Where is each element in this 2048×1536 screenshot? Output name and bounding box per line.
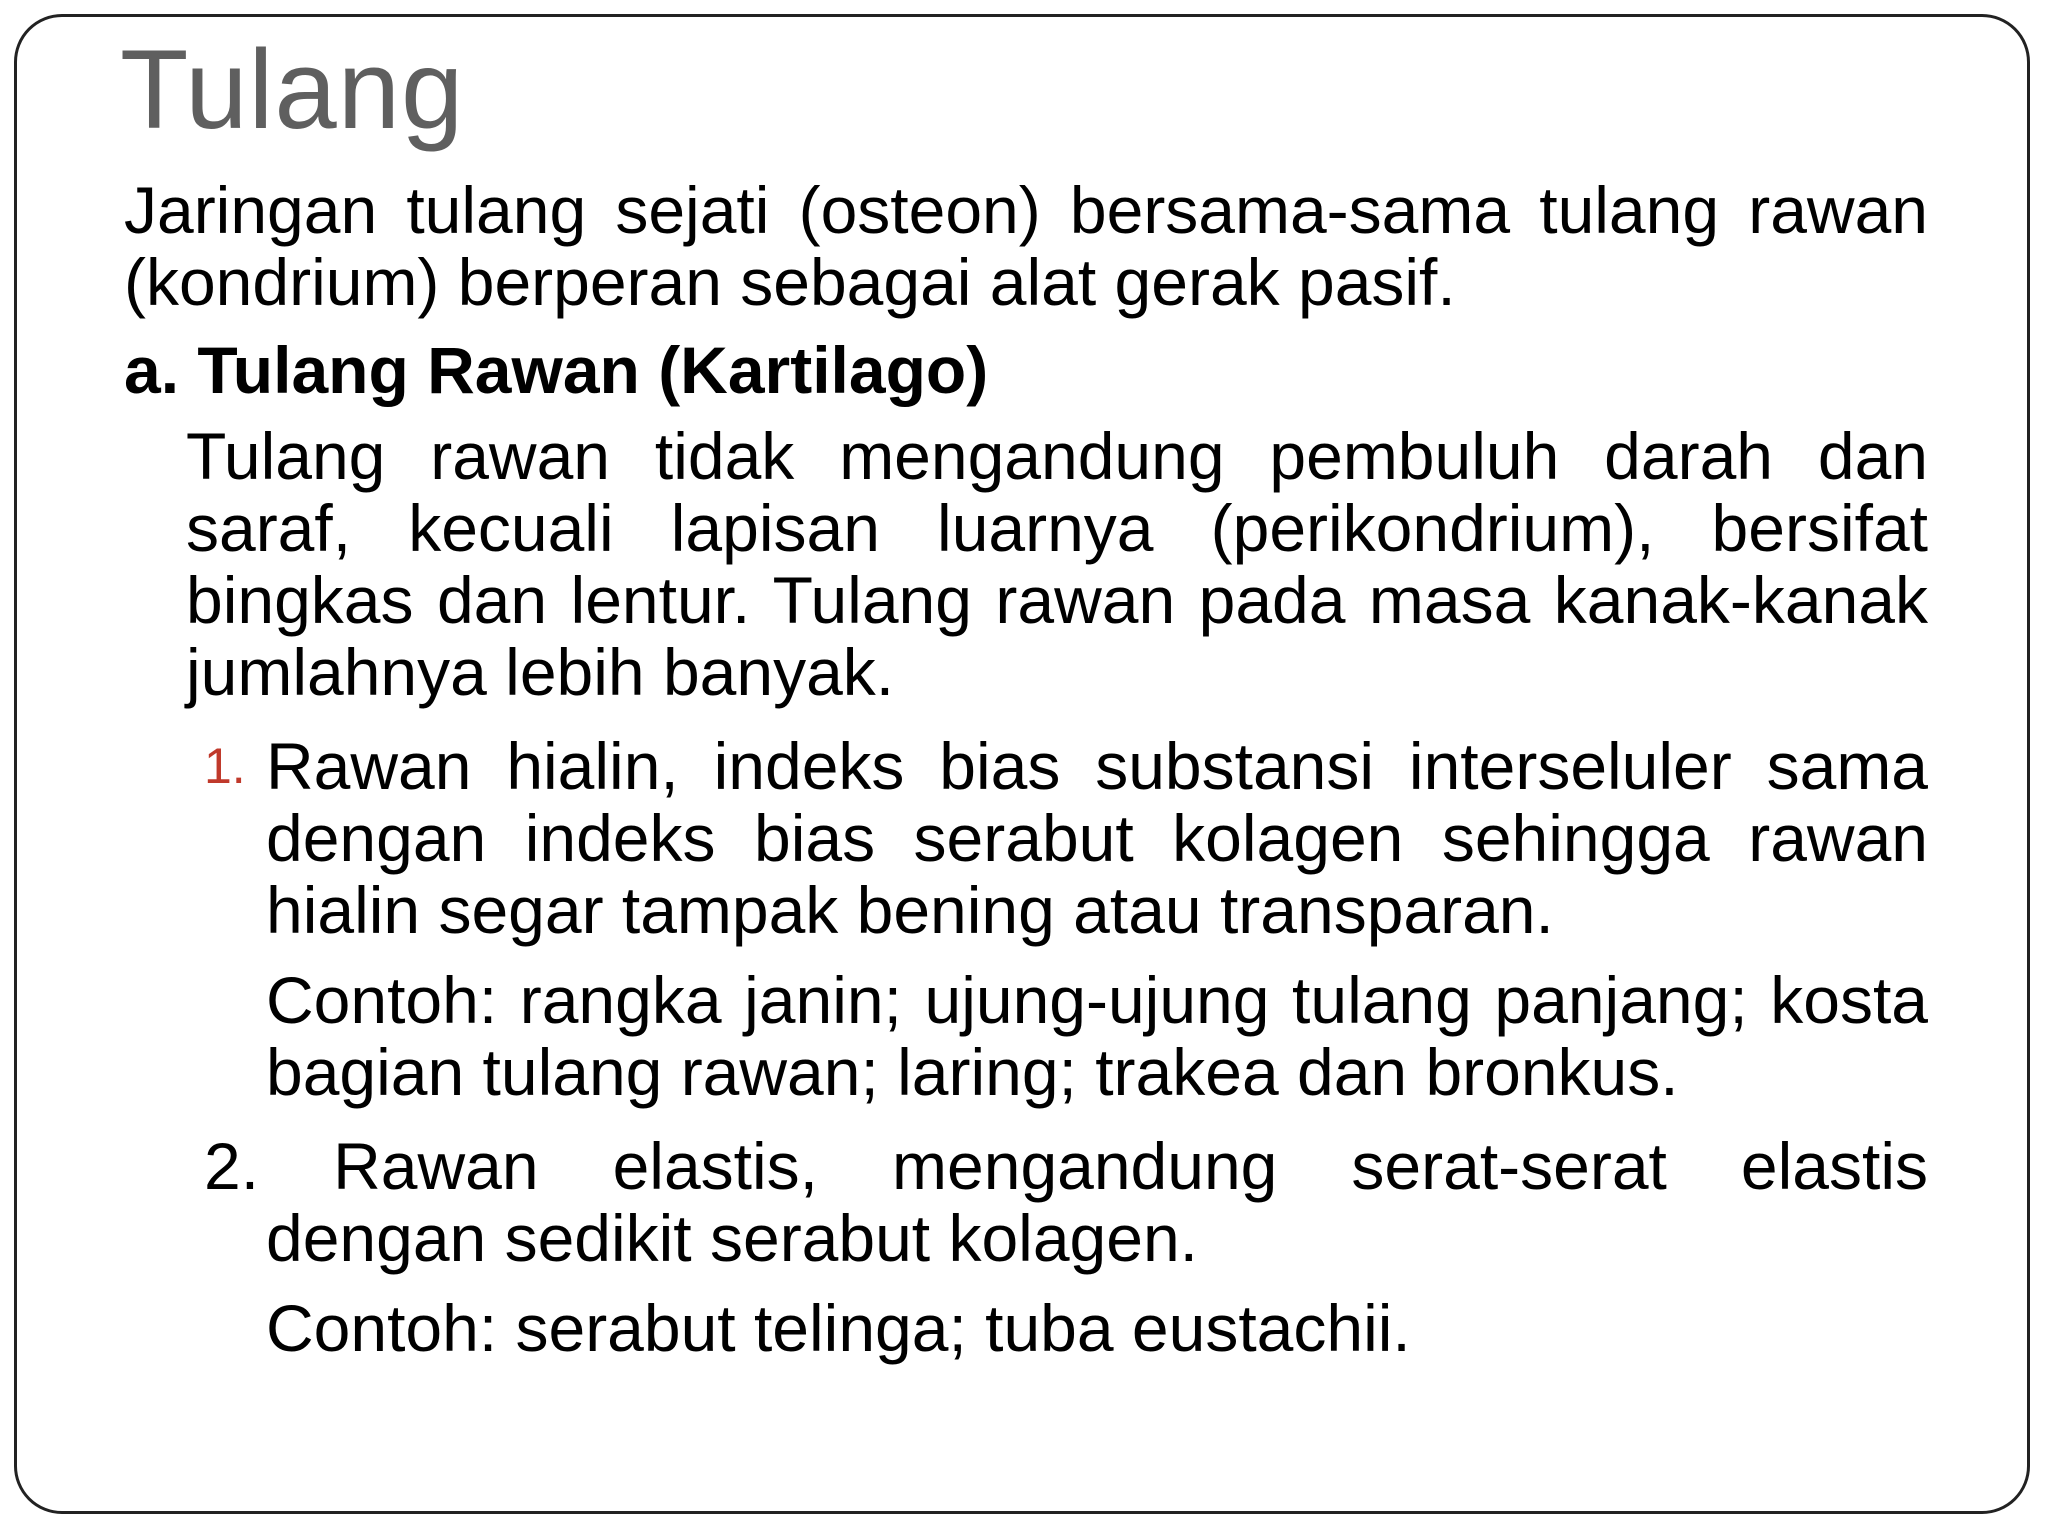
list-item-elastis-first-line bbox=[204, 1130, 1928, 1202]
list-item-text: Rawan hialin, indeks bias substansi interseluler sama dengan indeks bias serabut kolagen sehingga rawan hialin segar tampak bening atau transparan. bbox=[266, 729, 1928, 947]
list-item-hialin bbox=[204, 729, 1928, 1109]
example-text: Contoh: rangka janin; ujung-ujung tulang panjang; kosta bagian tulang rawan; laring; trakea dan bronkus. bbox=[266, 963, 1928, 1109]
slide-body bbox=[124, 174, 1928, 1364]
section-paragraph: Tulang rawan tidak mengandung pembuluh darah dan saraf, kecuali lapisan luarnya (perikondrium), bersifat bingkas dan lentur. Tulang rawan pada masa kanak-kanak jumlahnya lebih banyak. bbox=[186, 419, 1928, 709]
slide-title: Tulang bbox=[120, 27, 465, 152]
section-heading: a. Tulang Rawan (Kartilago) bbox=[124, 333, 989, 407]
example-text-elastis: Contoh: serabut telinga; tuba eustachii. bbox=[266, 1291, 1411, 1365]
intro-paragraph: Jaringan tulang sejati (osteon) bersama-sama tulang rawan (kondrium) berperan sebagai alat gerak pasif. bbox=[124, 173, 1928, 319]
list-number: 1. bbox=[204, 738, 246, 794]
list-item-elastis-text: 2. Rawan elastis, mengandung serat-serat elastis bbox=[204, 1129, 1928, 1203]
list-item-elastis-continuation: dengan sedikit serabut kolagen. bbox=[266, 1201, 1198, 1275]
